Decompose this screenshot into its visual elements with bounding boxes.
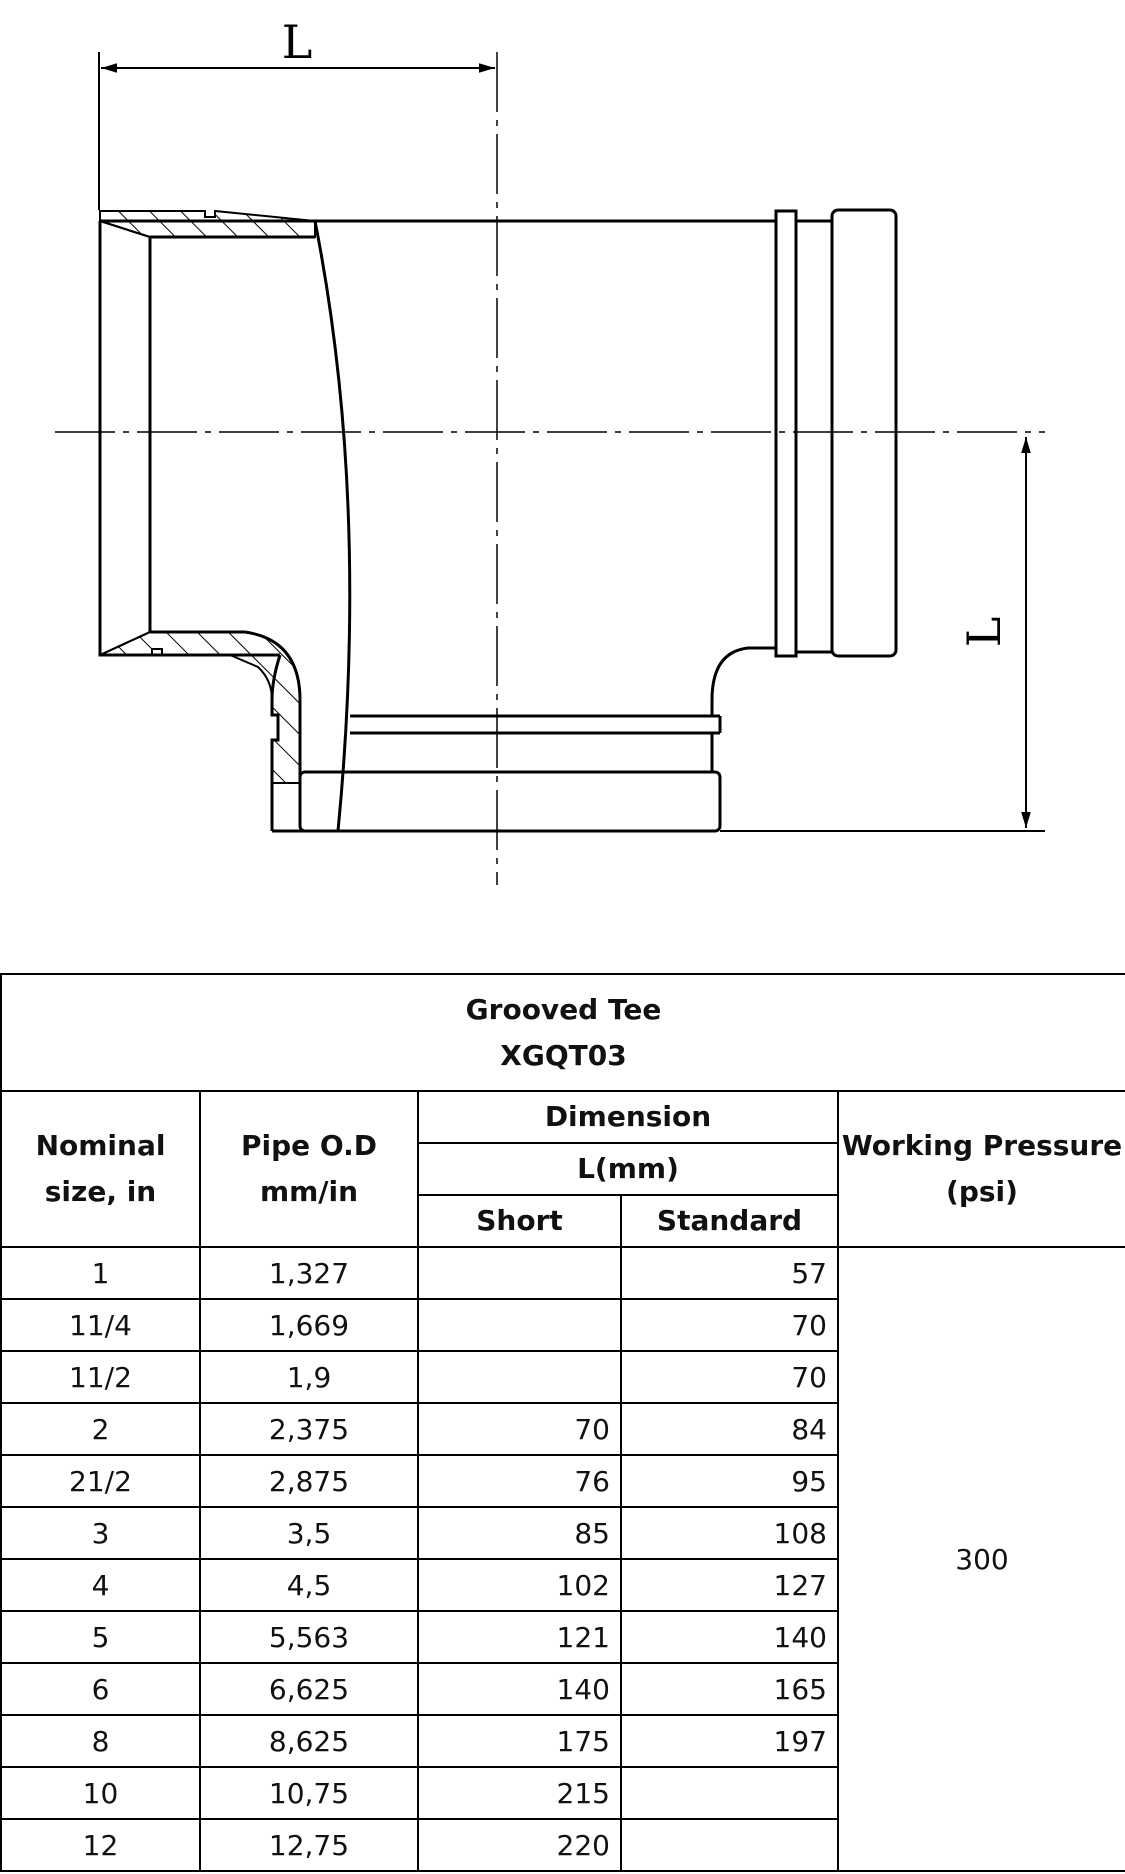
cell-short: 220 [418, 1819, 621, 1871]
cell-od: 4,5 [200, 1559, 418, 1611]
cell-nominal: 10 [1, 1767, 200, 1819]
cell-standard: 57 [621, 1247, 838, 1299]
cell-standard: 197 [621, 1715, 838, 1767]
cell-standard: 70 [621, 1351, 838, 1403]
cell-nominal: 12 [1, 1819, 200, 1871]
cell-short [418, 1351, 621, 1403]
cell-nominal: 1 [1, 1247, 200, 1299]
cell-short: 215 [418, 1767, 621, 1819]
cell-short [418, 1247, 621, 1299]
top-dimension-label: L [281, 15, 313, 69]
cell-short: 175 [418, 1715, 621, 1767]
cell-nominal: 11/2 [1, 1351, 200, 1403]
cell-nominal: 2 [1, 1403, 200, 1455]
cell-od: 6,625 [200, 1663, 418, 1715]
cell-nominal: 3 [1, 1507, 200, 1559]
cell-nominal: 5 [1, 1611, 200, 1663]
cell-od: 5,563 [200, 1611, 418, 1663]
table-row [1, 1247, 1125, 1299]
bottom-wall-hatch [100, 632, 300, 783]
cell-od: 2,875 [200, 1455, 418, 1507]
cell-nominal: 6 [1, 1663, 200, 1715]
cell-od: 8,625 [200, 1715, 418, 1767]
cell-od: 3,5 [200, 1507, 418, 1559]
cell-od: 12,75 [200, 1819, 418, 1871]
cell-working-pressure: 300 [838, 1247, 1125, 1871]
cell-standard: 95 [621, 1455, 838, 1507]
table-title [1, 974, 1125, 1091]
cell-standard: 84 [621, 1403, 838, 1455]
cell-standard: 140 [621, 1611, 838, 1663]
cell-standard: 127 [621, 1559, 838, 1611]
header-working-pressure: Working Pressure (psi) [838, 1091, 1125, 1247]
cell-nominal: 4 [1, 1559, 200, 1611]
cell-od: 1,669 [200, 1299, 418, 1351]
product-name: Grooved Tee [465, 992, 662, 1026]
side-dimension-label: L [957, 616, 1011, 648]
cell-standard: 108 [621, 1507, 838, 1559]
header-lmm: L(mm) [418, 1143, 838, 1195]
cell-nominal: 11/4 [1, 1299, 200, 1351]
cell-od: 2,375 [200, 1403, 418, 1455]
product-code: XGQT03 [500, 1038, 627, 1072]
cell-od: 10,75 [200, 1767, 418, 1819]
cell-short: 70 [418, 1403, 621, 1455]
cell-short: 121 [418, 1611, 621, 1663]
cell-short [418, 1299, 621, 1351]
cell-short: 76 [418, 1455, 621, 1507]
cell-nominal: 8 [1, 1715, 200, 1767]
cell-standard: 70 [621, 1299, 838, 1351]
top-wall-hatch [100, 211, 315, 237]
cell-standard [621, 1819, 838, 1871]
cell-short: 85 [418, 1507, 621, 1559]
cell-od: 1,9 [200, 1351, 418, 1403]
header-pipe-od: Pipe O.D mm/in [200, 1091, 418, 1247]
cell-standard [621, 1767, 838, 1819]
header-dimension: Dimension [418, 1091, 838, 1143]
header-nominal-size: Nominal size, in [1, 1091, 200, 1247]
spec-table [0, 973, 1125, 1872]
header-standard: Standard [621, 1195, 838, 1247]
cell-short: 102 [418, 1559, 621, 1611]
cell-od: 1,327 [200, 1247, 418, 1299]
grooved-tee-drawing [0, 0, 1125, 900]
header-short: Short [418, 1195, 621, 1247]
cell-nominal: 21/2 [1, 1455, 200, 1507]
cell-short: 140 [418, 1663, 621, 1715]
cell-standard: 165 [621, 1663, 838, 1715]
